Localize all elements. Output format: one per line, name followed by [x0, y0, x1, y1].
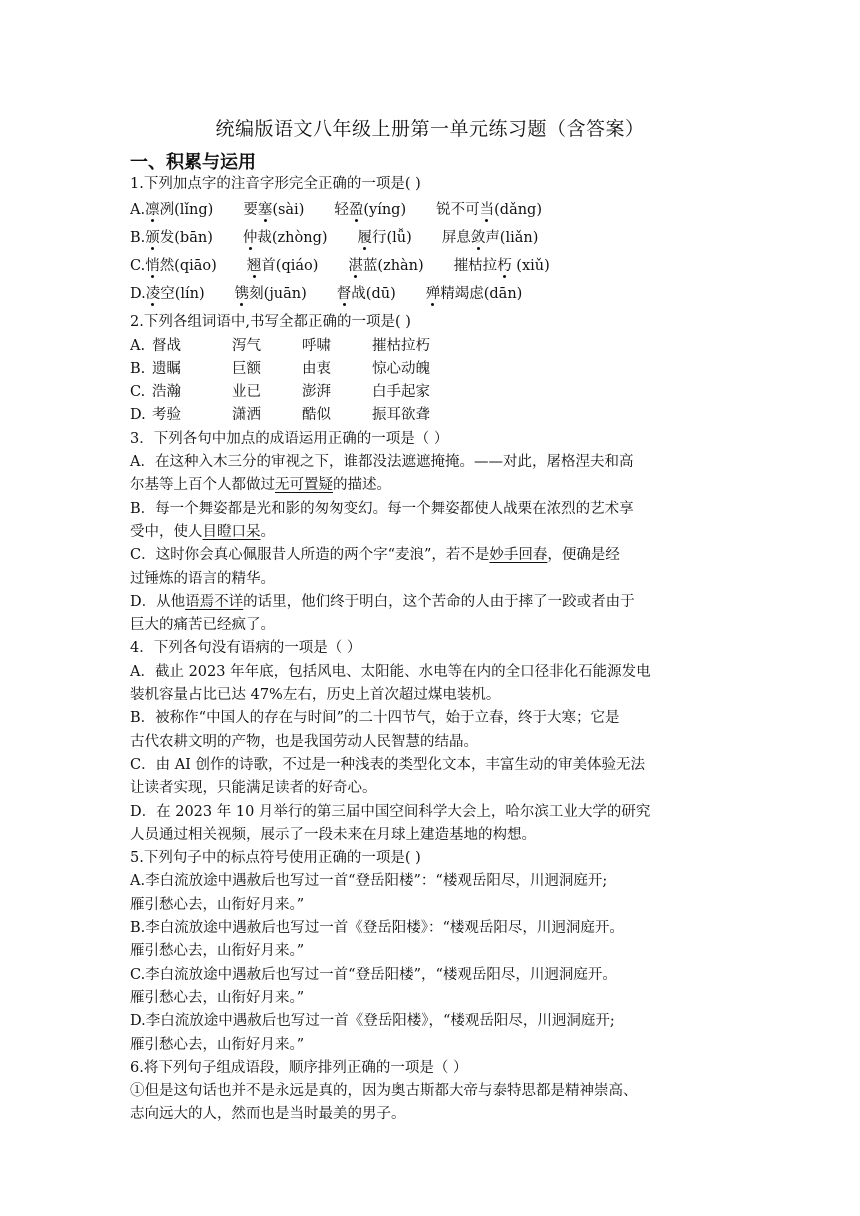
q3-stem: 3．下列各句中加点的成语运用正确的一项是（ ） [130, 430, 449, 447]
dotted-char: 湛 [348, 258, 363, 275]
q1-b-item-4: 屏息敛声(liǎn) [441, 230, 539, 247]
q4-line: 人员通过相关视频，展示了一段未来在月球上建造基地的构想。 [130, 826, 536, 843]
q1-b-item-1: 颁发(bān) [145, 230, 213, 247]
underlined-idiom: 妙手回春 [489, 547, 548, 564]
q1-option-b [130, 224, 742, 252]
q6-line: ①但是这句话也并不是永远是真的，因为奥古斯都大帝与泰特思都是精神崇高、 [130, 1083, 638, 1100]
dotted-char: 朽 [497, 258, 512, 275]
q1-c-item-4: 摧枯拉朽 (xiǔ) [453, 258, 550, 275]
q6-stem: 6.将下列句子组成语段，顺序排列正确的一项是（ ） [130, 1059, 468, 1076]
q1-b-item-2: 仲裁(zhòng) [242, 230, 328, 247]
section-heading: 一、积累与运用 [130, 152, 256, 173]
q1-d-item-1: 凌空(lín) [145, 286, 205, 303]
q5-line: 雁引愁心去，山衔好月来。” [130, 943, 305, 960]
dotted-char: 凌 [145, 286, 161, 303]
q1-option-c [130, 252, 742, 280]
dotted-char: 督 [336, 286, 352, 303]
q4-line: 古代农耕文明的产物，也是我国劳动人民智慧的结晶。 [130, 733, 478, 750]
document-title: 统编版语文八年级上册第一单元练习题（含答案） [215, 118, 645, 140]
q1-a-item-1: 凛冽(lǐng) [145, 202, 214, 219]
q4-line: 让读者实现，只能满足读者的好奇心。 [130, 780, 377, 797]
q1-a-item-3: 轻盈(yíng) [334, 202, 407, 219]
option-letter: D. [130, 286, 146, 303]
q3-b-line-1: B．每一个舞姿都是光和影的匆匆变幻。每一个舞姿都使人战栗在浓烈的艺术享 [130, 500, 634, 517]
q5-line: 雁引愁心去，山衔好月来。” [130, 989, 305, 1006]
q2-option-b: B. 遗瞩 巨额 由衷 惊心动魄 [130, 360, 430, 377]
dotted-char: 殚 [425, 286, 441, 303]
dotted-char: 盈 [348, 202, 364, 219]
q5-line: C.李白流放途中遇赦后也写过一首“登岳阳楼”，“楼观岳阳尽，川迥洞庭开。 [130, 966, 617, 983]
dotted-char: 颁 [145, 230, 160, 247]
q3-c-line-1: C．这时你会真心佩服昔人所造的两个字“麦浪”，若不是妙手回春，便确是经 [130, 547, 620, 564]
q1-option-d [130, 280, 742, 308]
q1-stem: 1.下列加点字的注音字形完全正确的一项是( ) [130, 176, 421, 192]
q4-line: 装机容量占比已达 47%左右，历史上首次超过煤电装机。 [130, 687, 501, 704]
q5-line: D.李白流放途中遇赦后也写过一首《登岳阳楼》，“楼观岳阳尽，川迥洞庭开; [130, 1013, 615, 1030]
q1-d-item-3: 督战(dū) [336, 286, 396, 303]
dotted-char: 镌 [234, 286, 250, 303]
q4-line: B．被称作“中国人的存在与时间”的二十四节气，始于立春，终于大寒；它是 [130, 710, 620, 727]
q3-d-line-2: 巨大的痛苦已经疯了。 [130, 617, 275, 634]
q2-option-a: A. 督战 泻气 呼啸 摧枯拉朽 [130, 337, 430, 354]
underlined-idiom: 语焉不详 [185, 593, 244, 610]
dotted-char: 仲 [242, 230, 258, 247]
q5-line: A.李白流放途中遇赦后也写过一首“登岳阳楼”：“楼观岳阳尽，川迥洞庭开; [130, 873, 608, 890]
q4-stem: 4．下列各句没有语病的一项是（ ） [130, 640, 362, 657]
option-letter: A. [130, 202, 146, 219]
dotted-char: 当 [479, 202, 495, 219]
dotted-char: 敛 [470, 230, 486, 247]
q3-a-line-1: A．在这种入木三分的审视之下，谁都没法遮遮掩掩。——对此，屠格涅夫和高 [130, 454, 634, 471]
q1-c-item-2: 翘首(qiáo) [246, 258, 319, 275]
underlined-idiom: 目瞪口呆 [202, 523, 261, 540]
q1-a-item-2: 要塞(sài) [243, 202, 305, 219]
q2-stem: 2.下列各组词语中,书写全都正确的一项是( ) [130, 314, 411, 331]
q3-c-line-2: 过锤炼的语言的精华。 [130, 570, 275, 587]
q5-line: 雁引愁心去，山衔好月来。” [130, 1036, 305, 1053]
q1-d-item-2: 镌刻(juān) [234, 286, 307, 303]
q4-line: D．在 2023 年 10 月举行的第三届中国空间科学大会上，哈尔滨工业大学的研究 [130, 803, 651, 820]
dotted-char: 翘 [246, 258, 262, 275]
q1-b-item-3: 履行(lǚ) [357, 230, 412, 247]
q1-a-item-4: 锐不可当(dǎng) [436, 202, 542, 219]
q5-line: 雁引愁心去，山衔好月来。” [130, 896, 305, 913]
q1-c-item-3: 湛蓝(zhàn) [348, 258, 424, 275]
q3-a-line-2: 尔基等上百个人都做过无可置疑的描述。 [130, 477, 391, 494]
option-letter: C. [130, 258, 146, 275]
q5-line: B.李白流放途中遇赦后也写过一首《登岳阳楼》：“楼观岳阳尽，川迥洞庭开。 [130, 920, 624, 937]
dotted-char: 凛 [145, 202, 160, 219]
q1-d-item-4: 殚精竭虑(dān) [425, 286, 523, 303]
q4-line: A．截止 2023 年年底，包括风电、太阳能、水电等在内的全口径非化石能源发电 [130, 663, 651, 680]
question-list [130, 173, 742, 1127]
q2-option-d: D. 考验 潇洒 酷似 振耳欲聋 [130, 407, 430, 424]
q2-option-c: C. 浩瀚 业已 澎湃 白手起家 [130, 384, 430, 401]
dotted-char: 塞 [257, 202, 273, 219]
underlined-idiom: 无可置疑 [275, 477, 333, 494]
dotted-char: 履 [357, 230, 373, 247]
q3-b-line-2: 受中，使人目瞪口呆。 [130, 523, 275, 540]
q3-d-line-1: D．从他语焉不详的话里，他们终于明白，这个苦命的人由于摔了一跤或者由于 [130, 593, 635, 610]
q5-stem: 5.下列句子中的标点符号使用正确的一项是( ) [130, 850, 421, 867]
q1-c-item-1: 悄然(qiāo) [145, 258, 217, 275]
dotted-char: 悄 [145, 258, 160, 275]
option-letter: B. [130, 230, 146, 247]
q4-line: C．由 AI 创作的诗歌，不过是一种浅表的类型化文本，丰富生动的审美体验无法 [130, 756, 646, 773]
q1-option-a [130, 196, 742, 224]
q6-line: 志向远大的人，然而也是当时最美的男子。 [130, 1106, 406, 1123]
